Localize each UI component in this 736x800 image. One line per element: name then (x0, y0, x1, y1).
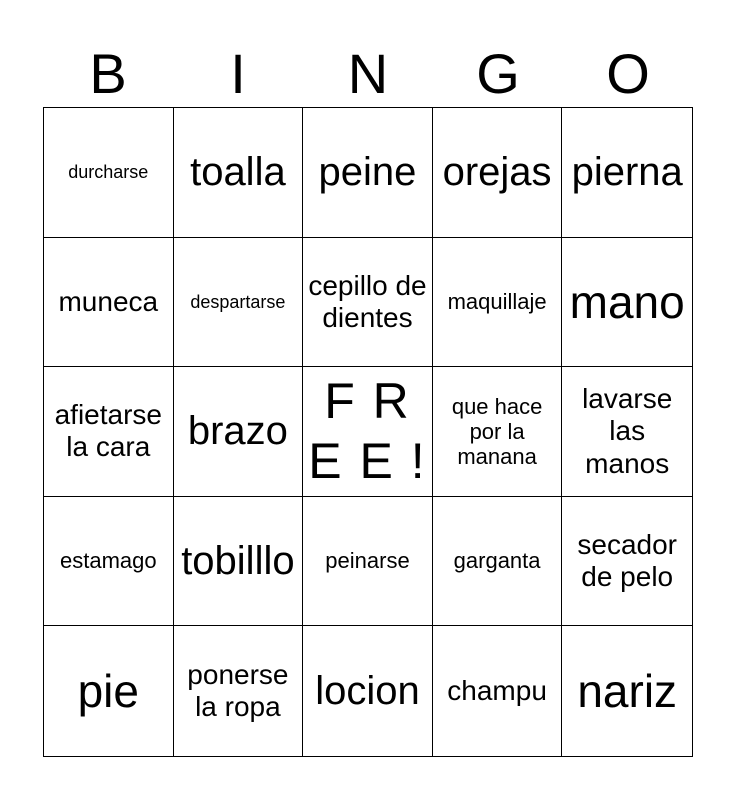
bingo-cell[interactable]: durcharse (44, 108, 174, 238)
bingo-cell[interactable]: despartarse (174, 238, 304, 368)
header-letter-i: I (230, 42, 246, 105)
bingo-cell[interactable]: toalla (174, 108, 304, 238)
bingo-cell[interactable]: que hace por la manana (433, 367, 563, 497)
bingo-cell[interactable]: pierna (562, 108, 692, 238)
bingo-cell[interactable]: champu (433, 626, 563, 756)
bingo-cell[interactable]: orejas (433, 108, 563, 238)
header-letter-n: N (347, 42, 389, 105)
bingo-cell[interactable]: ponerse la ropa (174, 626, 304, 756)
bingo-cell[interactable]: pie (44, 626, 174, 756)
bingo-cell[interactable]: locion (303, 626, 433, 756)
bingo-header (43, 44, 693, 104)
bingo-cell[interactable]: lavarse las manos (562, 367, 692, 497)
bingo-cell[interactable]: garganta (433, 497, 563, 627)
bingo-cell[interactable]: nariz (577, 665, 678, 718)
bingo-cell[interactable]: brazo (174, 367, 304, 497)
bingo-cell[interactable]: mano (562, 238, 692, 368)
bingo-cell[interactable]: peine (303, 108, 433, 238)
bingo-cell[interactable]: cepillo de dientes (303, 238, 433, 368)
bingo-cell[interactable]: maquillaje (433, 238, 563, 368)
bingo-cell[interactable]: estamago (44, 497, 174, 627)
header-letter-o: O (606, 42, 650, 105)
bingo-cell[interactable]: tobilllo (174, 497, 304, 627)
header-letter-g: G (476, 42, 520, 105)
bingo-cell[interactable]: muneca (44, 238, 174, 368)
bingo-cell[interactable]: secador de pelo (562, 497, 692, 627)
free-space-cell: F R E E ! (303, 367, 433, 497)
bingo-cell[interactable]: peinarse (303, 497, 433, 627)
bingo-card-grid (43, 107, 693, 757)
header-letter-b: B (89, 42, 127, 105)
bingo-cell[interactable]: afietarse la cara (44, 367, 174, 497)
